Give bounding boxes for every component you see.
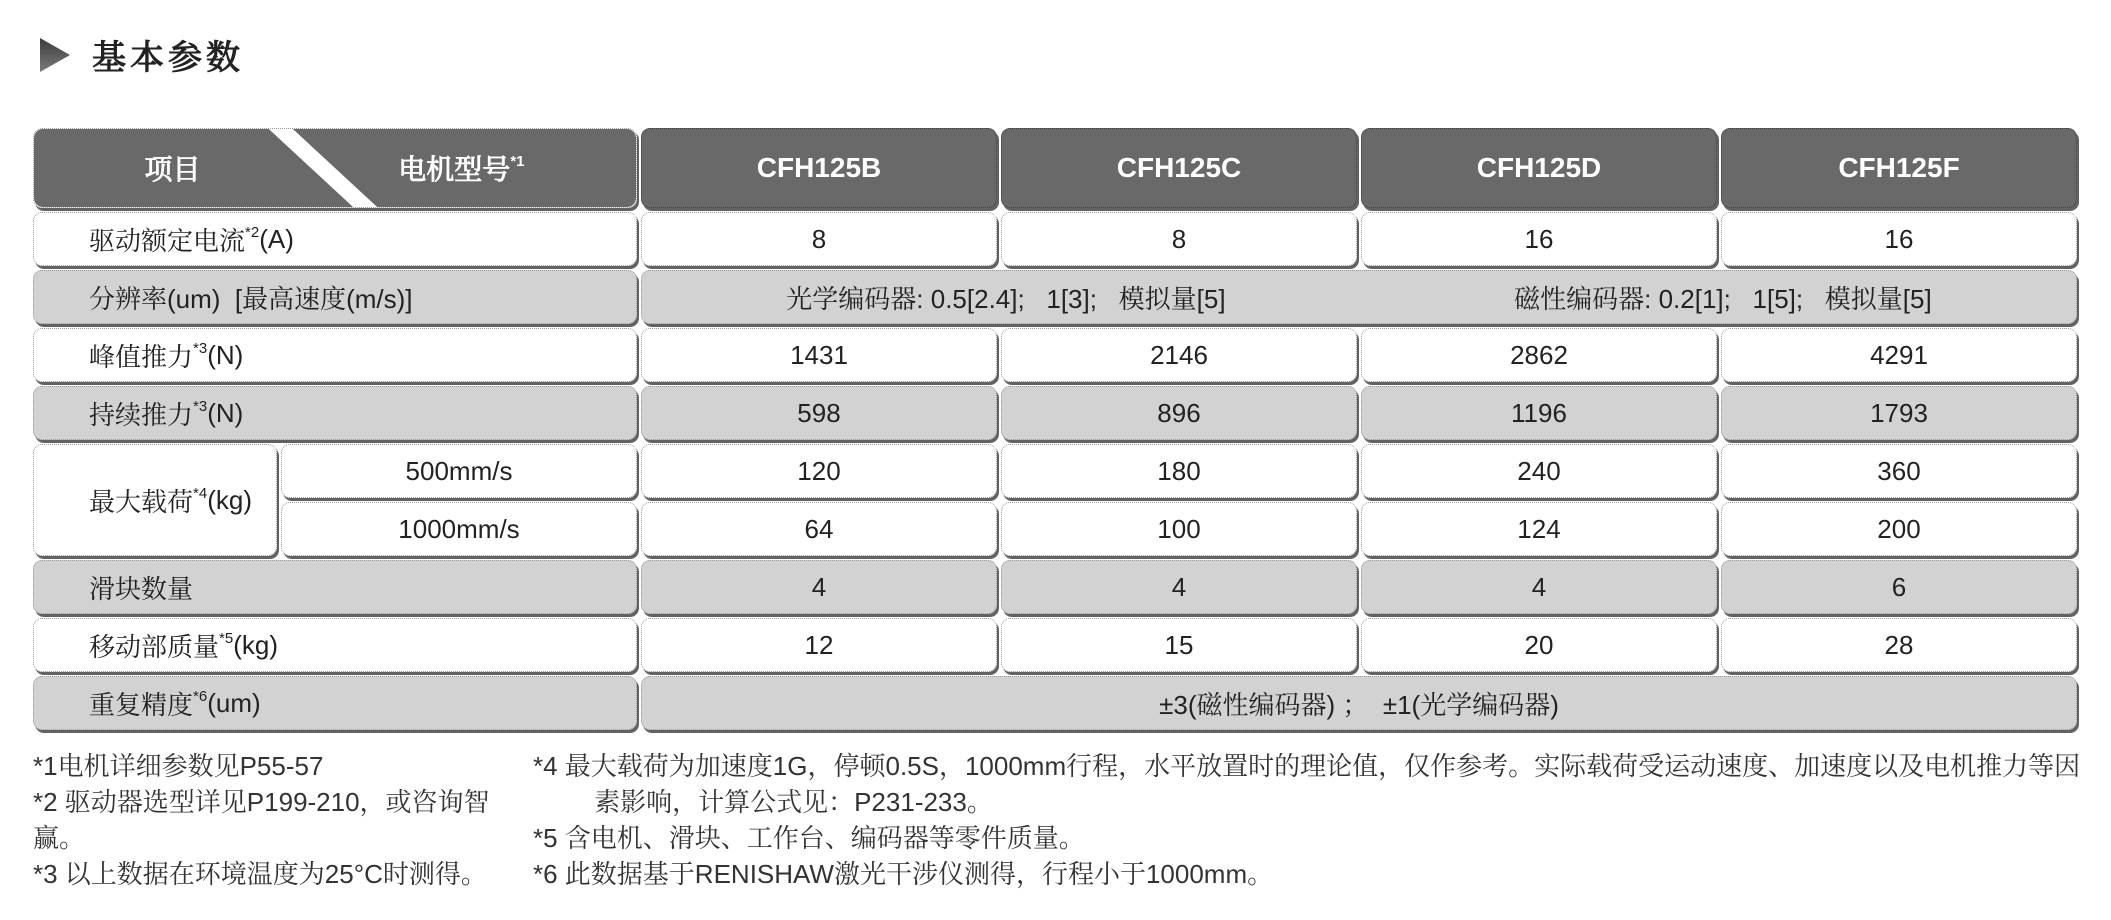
value-cell-load1000-c: 100 <box>1001 502 1357 556</box>
header-cell-cfh125b: CFH125B <box>641 128 997 208</box>
header-cell-cfh125f: CFH125F <box>1721 128 2077 208</box>
header-cell-cfh125d: CFH125D <box>1361 128 1717 208</box>
value-cell-current-d: 16 <box>1361 212 1717 266</box>
row-label-text: 分辨率(um) [最高速度(m/s)] <box>89 283 413 314</box>
value-cell-cont-d: 1196 <box>1361 386 1717 440</box>
row-label-continuous-force: 持续推力 *3 (N) <box>33 386 637 440</box>
value-cell-peak-b: 1431 <box>641 328 997 382</box>
value-cell-cont-f: 1793 <box>1721 386 2077 440</box>
row-label-rated-current: 驱动额定电流 *2 (A) <box>33 212 637 266</box>
value-cell-load1000-b: 64 <box>641 502 997 556</box>
footnote-1: *1电机详细参数见P55-57 <box>33 751 324 781</box>
footnote-2: *2 驱动器选型详见P199-210，或咨询智赢。 <box>33 787 490 853</box>
row-label-peak-force: 峰值推力 *3 (N) <box>33 328 637 382</box>
value-cell-peak-c: 2146 <box>1001 328 1357 382</box>
value-cell-repeatability-merged <box>641 676 2077 730</box>
value-cell-load500-c: 180 <box>1001 444 1357 498</box>
footnote-6: *6 此数据基于RENISHAW激光干涉仪测得，行程小于1000mm。 <box>533 859 1274 889</box>
value-cell-load500-f: 360 <box>1721 444 2077 498</box>
header-model-text: 电机型号 <box>398 154 511 185</box>
value-cell-current-f: 16 <box>1721 212 2077 266</box>
footnote-3: *3 以上数据在环境温度为25°C时测得。 <box>33 859 487 889</box>
section-title-row <box>40 30 244 79</box>
row-label-text: 最大载荷 <box>89 486 194 517</box>
footnote-5: *5 含电机、滑块、工作台、编码器等零件质量。 <box>533 823 1085 853</box>
spec-table <box>33 128 2077 730</box>
value-cell-load500-b: 120 <box>641 444 997 498</box>
row-label-text: 移动部质量 <box>89 631 220 662</box>
row-label-unit: (um) <box>207 687 261 718</box>
value-cell-slider-c: 4 <box>1001 560 1357 614</box>
value-cell-mass-b: 12 <box>641 618 997 672</box>
subrow-label-500mms: 500mm/s <box>281 444 637 498</box>
value-cell-slider-f: 6 <box>1721 560 2077 614</box>
value-cell-current-b: 8 <box>641 212 997 266</box>
value-cell-peak-d: 2862 <box>1361 328 1717 382</box>
header-model-label: 电机型号 *1 <box>311 129 612 207</box>
header-item-label: 项目 <box>144 154 201 185</box>
row-label-text: 滑块数量 <box>89 573 194 604</box>
footnote-4: *4 最大载荷为加速度1G，停顿0.5S，1000mm行程，水平放置时的理论值，仅作参考。实际载荷受运动速度、加速度以及电机推力等因素影响，计算公式见：P231-233。 <box>533 751 2081 817</box>
row-label-resolution <box>33 270 637 324</box>
value-cell-slider-b: 4 <box>641 560 997 614</box>
row-label-unit: (A) <box>259 223 294 254</box>
value-cell-load500-d: 240 <box>1361 444 1717 498</box>
value-cell-load1000-d: 124 <box>1361 502 1717 556</box>
subrow-label-1000mms: 1000mm/s <box>281 502 637 556</box>
row-label-unit: (N) <box>207 339 244 370</box>
value-cell-load1000-f: 200 <box>1721 502 2077 556</box>
row-label-slider-count <box>33 560 637 614</box>
footnotes-left-column <box>33 748 533 892</box>
value-cell-slider-d: 4 <box>1361 560 1717 614</box>
row-label-text: 持续推力 <box>89 399 194 430</box>
row-label-unit: (kg) <box>233 629 278 660</box>
value-cell-cont-c: 896 <box>1001 386 1357 440</box>
section-title: 基本参数 <box>92 39 244 77</box>
row-label-max-load: 最大载荷 *4 (kg) <box>33 444 277 556</box>
value-cell-cont-b: 598 <box>641 386 997 440</box>
value-cell-mass-d: 20 <box>1361 618 1717 672</box>
row-label-text: 驱动额定电流 <box>89 225 246 256</box>
footnotes-right-column <box>533 748 2093 892</box>
header-cell-cfh125c: CFH125C <box>1001 128 1357 208</box>
row-label-text: 重复精度 <box>89 689 194 720</box>
row-label-repeatability: 重复精度 *6 (um) <box>33 676 637 730</box>
value-cell-peak-f: 4291 <box>1721 328 2077 382</box>
row-label-moving-mass: 移动部质量 *5 (kg) <box>33 618 637 672</box>
row-label-unit: (kg) <box>207 484 252 515</box>
repeatability-value: ±3(磁性编码器) ； ±1(光学编码器) <box>1159 689 1559 720</box>
resolution-optical-encoder: 光学编码器: 0.5[2.4]; 1[3]; 模拟量[5] <box>786 283 1226 314</box>
value-cell-resolution-merged <box>641 270 2077 324</box>
footnotes <box>33 748 2093 892</box>
row-label-text: 峰值推力 <box>89 341 194 372</box>
value-cell-current-c: 8 <box>1001 212 1357 266</box>
section-arrow-icon <box>40 38 70 72</box>
value-cell-mass-f: 28 <box>1721 618 2077 672</box>
row-label-unit: (N) <box>207 397 244 428</box>
value-cell-mass-c: 15 <box>1001 618 1357 672</box>
header-cell-item-model <box>33 128 637 208</box>
resolution-magnetic-encoder: 磁性编码器: 0.2[1]; 1[5]; 模拟量[5] <box>1514 283 1932 314</box>
